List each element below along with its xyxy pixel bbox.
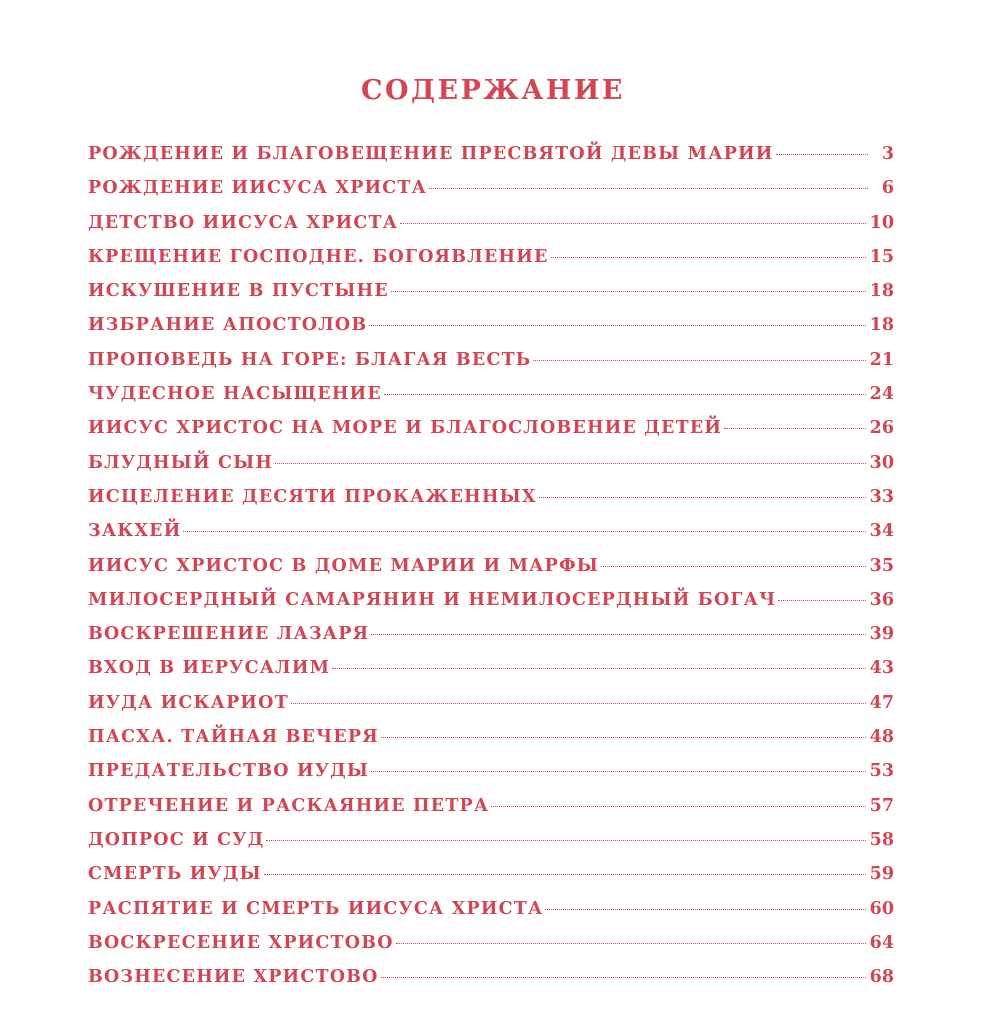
toc-entry-label: ВОСКРЕСЕНИЕ ХРИСТОВО [88,932,394,953]
toc-entry-label: РОЖДЕНИЕ И БЛАГОВЕЩЕНИЕ ПРЕСВЯТОЙ ДЕВЫ МАРИИ [88,144,774,164]
dot-leader [551,257,866,258]
dot-leader [291,703,866,704]
toc-entry-label: ПРЕДАТЕЛЬСТВО ИУДЫ [88,761,370,782]
toc-entry-label: ИУДА ИСКАРИОТ [88,692,289,713]
toc-entry-label: ЗАКХЕЙ [88,521,182,542]
toc-entry[interactable] [88,308,894,342]
dot-leader [400,223,865,224]
dot-leader [391,291,866,292]
dot-leader [778,600,865,601]
toc-entry-page: 59 [869,864,894,885]
toc-entry-label: ИСЦЕЛЕНИЕ ДЕСЯТИ ПРОКАЖЕННЫХ [88,486,537,507]
toc-entry-page: 35 [869,555,894,576]
dot-leader [381,737,866,738]
dot-leader [396,943,866,944]
toc-entry-label: ИИСУС ХРИСТОС В ДОМЕ МАРИИ И МАРФЫ [88,555,599,576]
toc-entry[interactable] [88,926,894,960]
toc-entry-label: ВОСКРЕШЕНИЕ ЛАЗАРЯ [88,624,370,645]
toc-entry[interactable] [88,240,894,274]
toc-entry-page: 33 [869,486,894,507]
dot-leader [776,154,868,155]
toc-entry-page: 21 [869,349,894,370]
toc-entry[interactable] [88,343,894,377]
dot-leader [264,874,866,875]
dot-leader [724,428,866,429]
page-title: СОДЕРЖАНИЕ [361,75,625,106]
toc-entry-page: 47 [869,692,894,713]
toc-entry-page: 34 [869,521,894,542]
toc-entry[interactable] [88,274,894,308]
toc-entry-page: 53 [869,761,894,782]
dot-leader [266,840,865,841]
toc-entry-label: ИСКУШЕНИЕ В ПУСТЫНЕ [88,281,389,302]
toc-entry-page: 18 [869,281,894,302]
toc-entry-label: ДЕТСТВО ИИСУСА ХРИСТА [88,212,399,233]
toc-entry-page: 48 [869,727,894,748]
toc-entry-label: РОЖДЕНИЕ ИИСУСА ХРИСТА [88,178,428,199]
toc-entry[interactable] [88,960,894,994]
dot-leader [601,566,866,567]
toc-entry-page: 58 [869,829,894,850]
toc-entry[interactable] [88,480,894,514]
toc-entry[interactable] [88,411,894,445]
dot-leader [371,634,865,635]
dot-leader [491,806,865,807]
toc-entry[interactable] [88,171,894,205]
dot-leader [429,188,868,189]
table-of-contents [88,137,894,994]
toc-entry-label: ПАСХА. ТАЙНАЯ ВЕЧЕРЯ [88,727,379,748]
toc-entry-label: ИЗБРАНИЕ АПОСТОЛОВ [88,315,368,336]
toc-entry-label: ОТРЕЧЕНИЕ И РАСКАЯНИЕ ПЕТРА [88,795,490,816]
toc-entry-page: 39 [869,624,894,645]
toc-entry-page: 6 [881,178,894,199]
toc-entry-label: ДОПРОС И СУД [88,829,265,850]
toc-entry-label: СМЕРТЬ ИУДЫ [88,864,262,885]
dot-leader [371,771,866,772]
dot-leader [384,394,866,395]
toc-entry-page: 60 [869,898,894,919]
dot-leader [183,531,865,532]
dot-leader [545,909,865,910]
toc-entry-label: БЛУДНЫЙ СЫН [88,452,274,473]
toc-entry[interactable] [88,206,894,240]
toc-entry[interactable] [88,892,894,926]
toc-entry-label: МИЛОСЕРДНЫЙ САМАРЯНИН И НЕМИЛОСЕРДНЫЙ БОГАЧ [88,589,777,610]
toc-entry[interactable] [88,651,894,685]
dot-leader [275,463,866,464]
toc-entry-page: 3 [881,144,894,164]
toc-entry-label: ВОЗНЕСЕНИЕ ХРИСТОВО [88,967,379,988]
toc-entry-label: КРЕЩЕНИЕ ГОСПОДНЕ. БОГОЯВЛЕНИЕ [88,246,549,267]
toc-entry-page: 36 [869,589,894,610]
toc-entry-page: 30 [869,452,894,473]
toc-entry-label: ПРОПОВЕДЬ НА ГОРЕ: БЛАГАЯ ВЕСТЬ [88,349,532,370]
toc-entry-page: 43 [869,658,894,679]
toc-entry-page: 57 [869,795,894,816]
toc-entry[interactable] [88,789,894,823]
dot-leader [381,977,866,978]
toc-entry[interactable] [88,514,894,548]
dot-leader [539,497,866,498]
toc-entry-label: ЧУДЕСНОЕ НАСЫЩЕНИЕ [88,384,382,405]
toc-entry-page: 10 [869,212,894,233]
toc-entry-page: 24 [869,384,894,405]
toc-entry-label: ИИСУС ХРИСТОС НА МОРЕ И БЛАГОСЛОВЕНИЕ ДЕТЕЙ [88,418,723,439]
toc-entry[interactable] [88,377,894,411]
toc-entry-page: 15 [869,246,894,267]
toc-entry-page: 18 [869,315,894,336]
toc-entry[interactable] [88,617,894,651]
toc-entry[interactable] [88,446,894,480]
toc-entry[interactable] [88,754,894,788]
toc-entry-page: 64 [869,932,894,953]
toc-entry[interactable] [88,583,894,617]
toc-entry-label: РАСПЯТИЕ И СМЕРТЬ ИИСУСА ХРИСТА [88,898,544,919]
toc-entry[interactable] [88,857,894,891]
dot-leader [332,668,865,669]
toc-entry-page: 26 [869,418,894,439]
toc-entry-page: 68 [869,967,894,988]
toc-entry[interactable] [88,823,894,857]
toc-entry[interactable] [88,549,894,583]
dot-leader [369,325,865,326]
toc-entry-label: ВХОД В ИЕРУСАЛИМ [88,658,331,679]
dot-leader [533,360,865,361]
toc-entry[interactable] [88,137,894,171]
toc-entry[interactable] [88,720,894,754]
toc-entry[interactable] [88,686,894,720]
